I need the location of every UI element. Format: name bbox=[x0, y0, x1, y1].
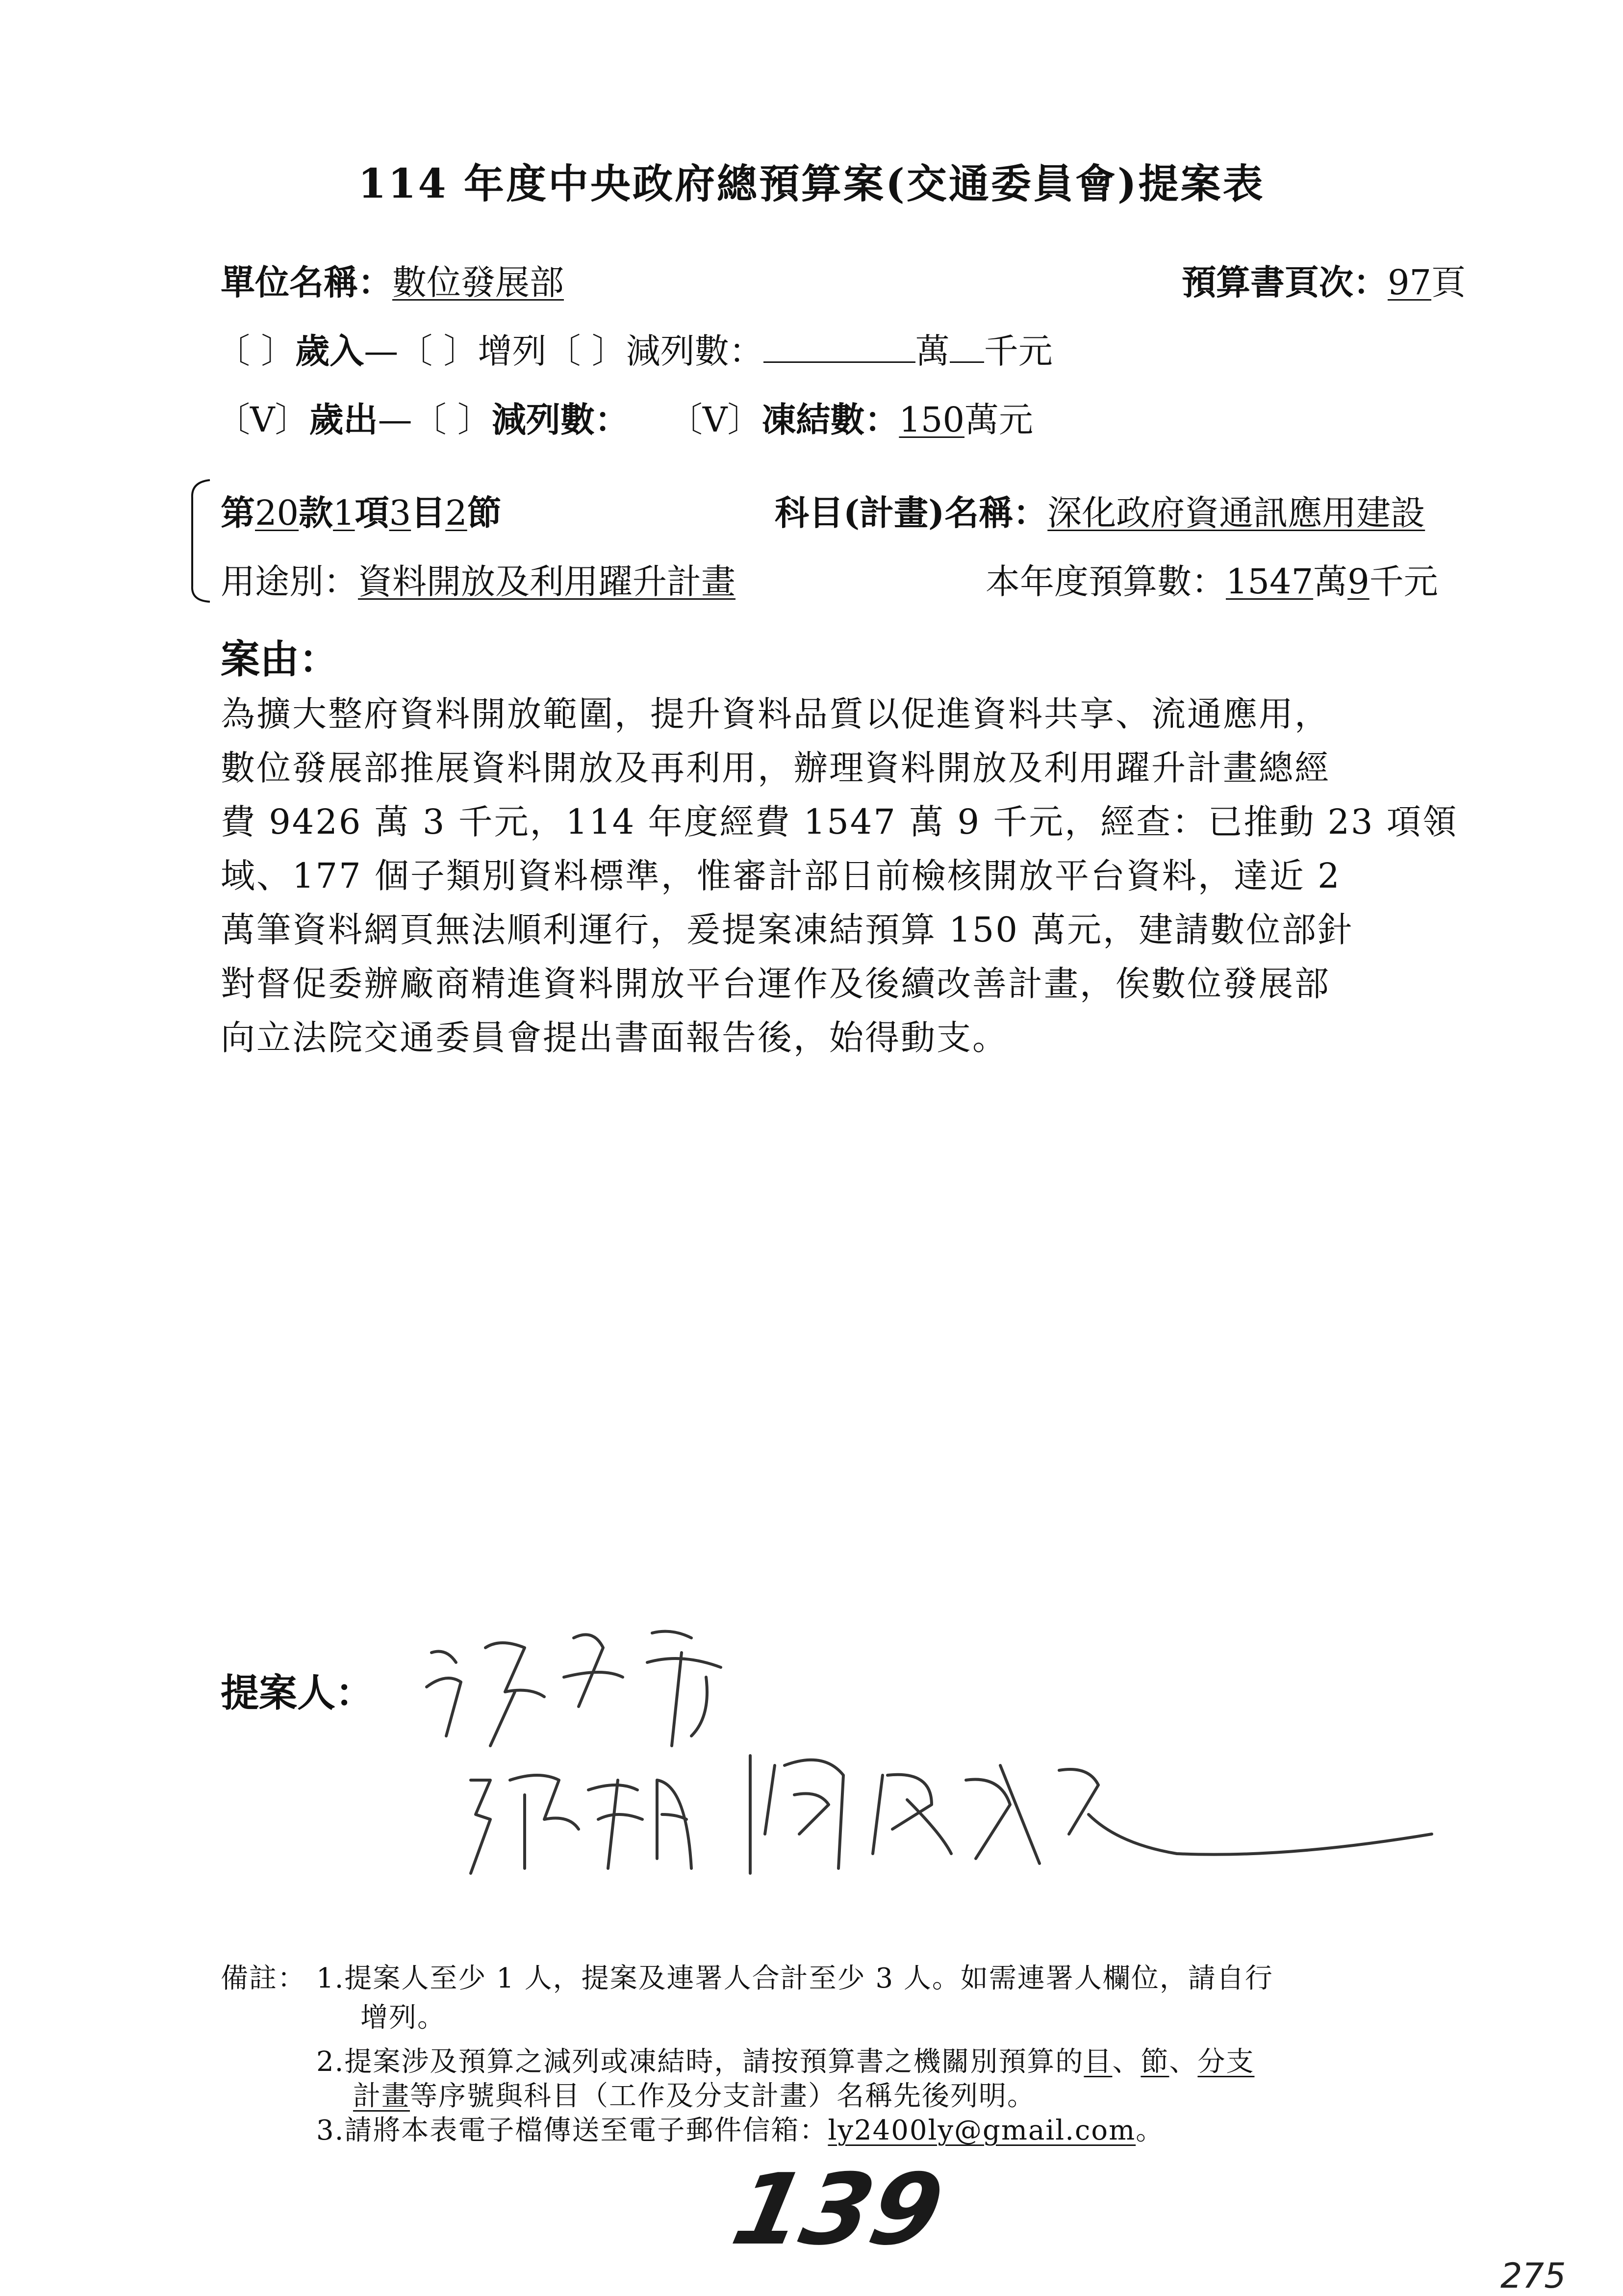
reason-line: 對督促委辦廠商精進資料開放平台運作及後續改善計畫，俟數位發展部 bbox=[221, 964, 1330, 1004]
jie-label: 節 bbox=[467, 492, 502, 533]
xiang-label: 項 bbox=[355, 492, 389, 533]
reason-heading: 案由： bbox=[221, 636, 338, 682]
note-2-cont bbox=[353, 2074, 1036, 2114]
subject-value: 深化政府資通訊應用建設 bbox=[1047, 493, 1425, 533]
budget-page-row bbox=[1182, 255, 1466, 305]
proposer-label: 提案人： bbox=[221, 1671, 374, 1715]
cut-label: 減列數： bbox=[491, 399, 629, 440]
note-2-fen: 分支 bbox=[1197, 2046, 1255, 2078]
signature-2 bbox=[461, 1760, 706, 1888]
wan-unit: 萬 bbox=[915, 331, 950, 371]
mu-number: 3 bbox=[389, 493, 411, 533]
freeze-checkbox: 〔V〕 bbox=[668, 400, 762, 440]
decrease-checkbox: 〔 〕 bbox=[546, 331, 626, 371]
unit-name-row bbox=[221, 255, 564, 305]
annual-budget-wan-unit: 萬 bbox=[1313, 561, 1348, 602]
note-1-cont: 增列。 bbox=[360, 2002, 446, 2034]
note-2-sep: 、 bbox=[1169, 2046, 1198, 2078]
increase-label: 增列 bbox=[478, 331, 547, 371]
note-2-mu: 目 bbox=[1084, 2046, 1113, 2078]
jie-number: 2 bbox=[445, 493, 467, 533]
note-3-email[interactable]: ly2400ly@gmail.com bbox=[828, 2115, 1136, 2146]
di-label: 第 bbox=[221, 492, 255, 533]
reason-line: 萬筆資料網頁無法順利運行，爰提案凍結預算 150 萬元，建請數位部針 bbox=[221, 910, 1354, 950]
decrease-wan-blank bbox=[763, 331, 915, 363]
note-label: 備註： bbox=[221, 1963, 306, 1994]
unit-name-label: 單位名稱： bbox=[221, 262, 392, 303]
note-2-cont-text: 等序號與科目（工作及分支計畫）名稱先後列明。 bbox=[410, 2080, 1036, 2112]
freeze-unit: 萬元 bbox=[964, 400, 1033, 440]
annual-budget-wan: 1547 bbox=[1226, 561, 1314, 602]
revenue-dash: — bbox=[364, 331, 399, 371]
note-2-ji: 計畫 bbox=[353, 2080, 410, 2112]
reason-line: 域、177 個子類別資料標準，惟審計部日前檢核開放平台資料，達近 2 bbox=[221, 856, 1341, 896]
annual-budget-qian-unit: 千元 bbox=[1369, 561, 1438, 602]
decrease-qian-blank bbox=[950, 331, 984, 363]
kuan-label: 款 bbox=[299, 492, 333, 533]
reason-line: 費 9426 萬 3 千元，114 年度經費 1547 萬 9 千元，經查：已推動 23 項領 bbox=[221, 802, 1458, 842]
note-3-text: 3.請將本表電子檔傳送至電子郵件信箱： bbox=[316, 2115, 828, 2146]
freeze-value: 150 bbox=[899, 400, 964, 440]
decrease-label: 減列數： bbox=[626, 331, 763, 371]
mu-label: 目 bbox=[411, 492, 446, 533]
revenue-label: 歲入 bbox=[295, 331, 364, 371]
reason-line: 數位發展部推展資料開放及再利用，辦理資料開放及利用躍升計畫總經 bbox=[221, 748, 1330, 788]
note-3-end: 。 bbox=[1136, 2115, 1165, 2146]
expense-checkbox: 〔V〕 bbox=[216, 400, 309, 440]
subject-label: 科目(計畫)名稱： bbox=[775, 492, 1048, 533]
cut-checkbox: 〔 〕 bbox=[412, 400, 492, 440]
budget-page-suffix: 頁 bbox=[1431, 262, 1466, 303]
note-2-text: 2.提案涉及預算之減列或凍結時，請按預算書之機關別預算的 bbox=[316, 2046, 1084, 2078]
freeze-label: 凍結數： bbox=[761, 399, 899, 440]
revenue-checkbox: 〔 〕 bbox=[216, 331, 296, 371]
expense-row bbox=[216, 392, 1033, 442]
note-2 bbox=[316, 2040, 1254, 2079]
annual-budget-qian: 9 bbox=[1347, 561, 1369, 602]
reason-line: 為擴大整府資料開放範圍，提升資料品質以促進資料共享、流通應用， bbox=[221, 694, 1330, 734]
corner-page-number: 275 bbox=[1500, 2256, 1566, 2296]
handwritten-page-number: 139 bbox=[723, 2153, 953, 2267]
signature-1 bbox=[417, 1618, 770, 1765]
item-row bbox=[221, 485, 502, 535]
signature-3 bbox=[745, 1746, 1442, 1893]
subject-row bbox=[775, 485, 1425, 535]
revenue-row bbox=[216, 324, 1053, 373]
note-2-sep: 、 bbox=[1112, 2046, 1141, 2078]
budget-page-label: 預算書頁次： bbox=[1182, 262, 1388, 303]
note-1: 1.提案人至少 1 人，提案及連署人合計至少 3 人。如需連署人欄位，請自行 bbox=[316, 1963, 1273, 1994]
annual-budget-row bbox=[986, 554, 1438, 604]
xiang-number: 1 bbox=[333, 493, 355, 533]
kuan-number: 20 bbox=[255, 493, 299, 533]
left-bracket bbox=[186, 478, 216, 606]
purpose-value: 資料開放及利用躍升計畫 bbox=[358, 561, 735, 602]
unit-name-value: 數位發展部 bbox=[392, 262, 564, 303]
budget-page-value: 97 bbox=[1388, 262, 1432, 303]
note-2-jie: 節 bbox=[1141, 2046, 1169, 2078]
reason-line: 向立法院交通委員會提出書面報告後，始得動支。 bbox=[221, 1018, 1008, 1058]
annual-budget-label: 本年度預算數： bbox=[986, 561, 1226, 602]
note-3 bbox=[316, 2109, 1164, 2148]
purpose-row bbox=[221, 554, 735, 604]
page-title: 114 年度中央政府總預算案(交通委員會)提案表 bbox=[358, 160, 1265, 207]
increase-checkbox: 〔 〕 bbox=[398, 331, 478, 371]
qian-unit: 千元 bbox=[984, 331, 1053, 371]
purpose-label: 用途別： bbox=[221, 561, 358, 602]
expense-label: 歲出 bbox=[309, 399, 378, 440]
expense-dash: — bbox=[378, 400, 412, 440]
